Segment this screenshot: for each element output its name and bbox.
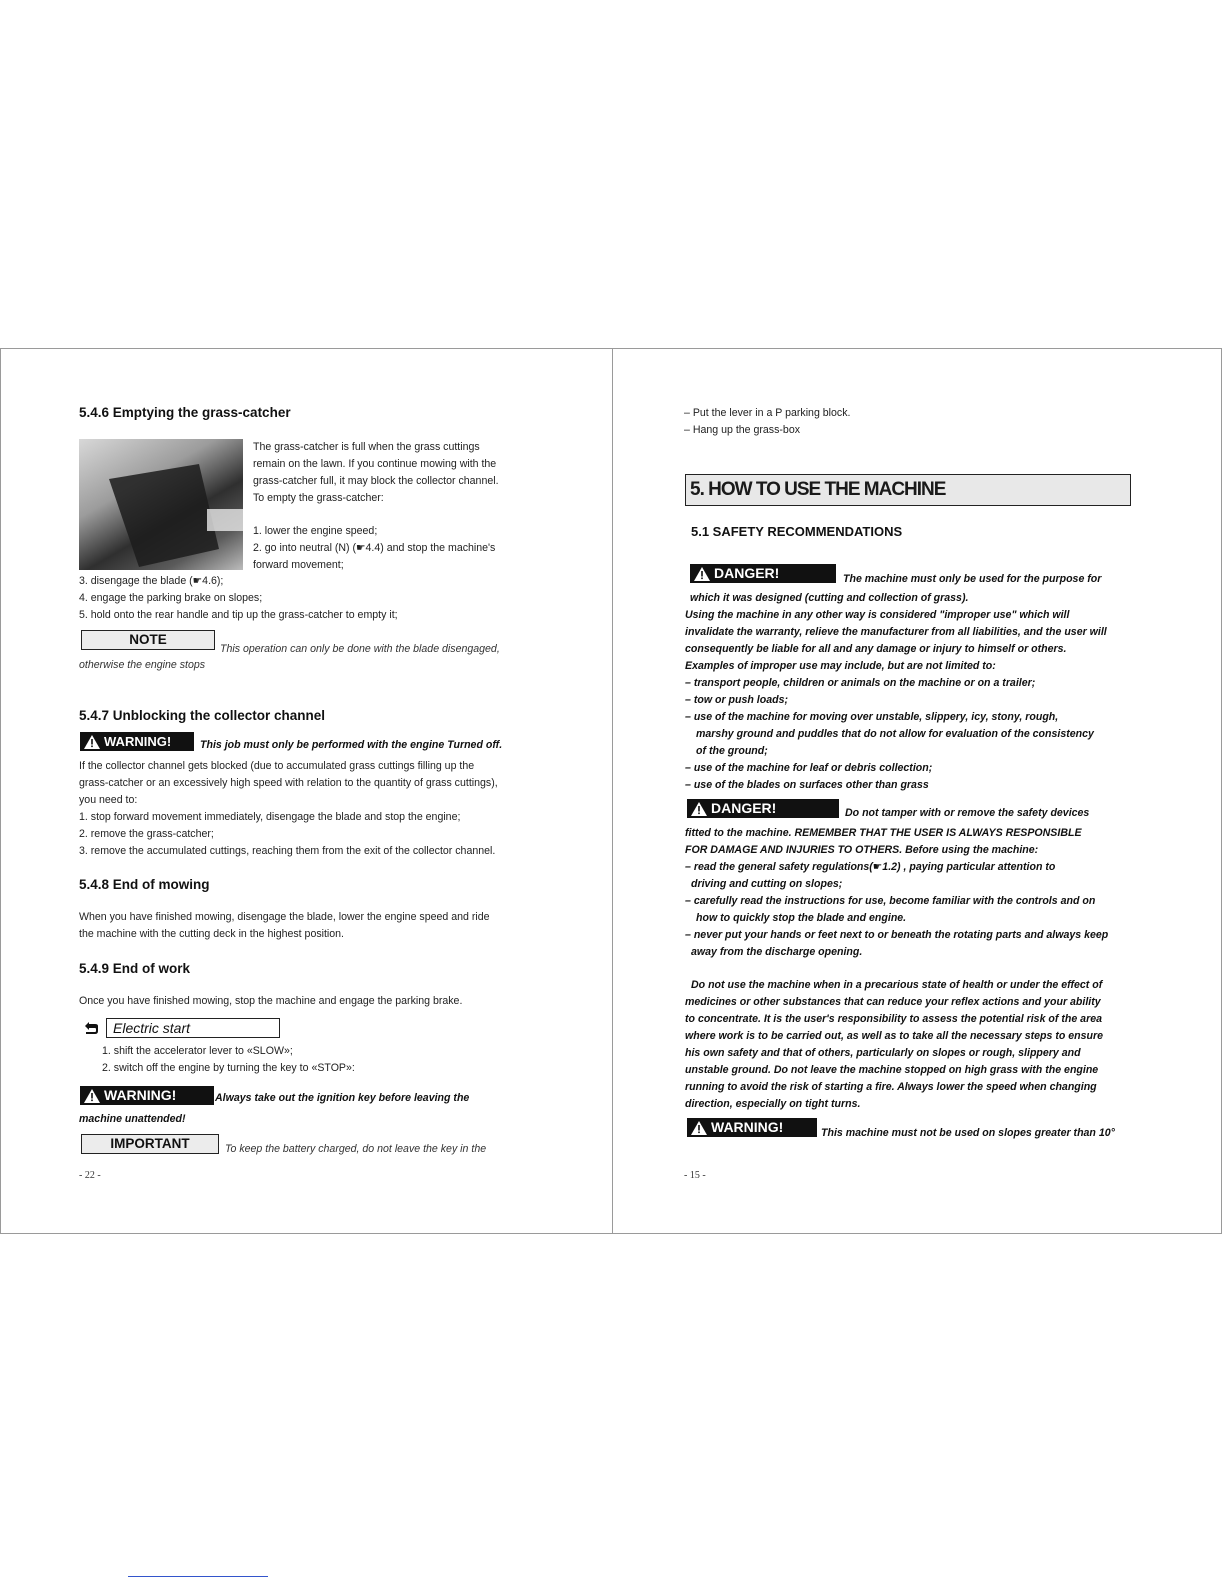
text-line: fitted to the machine. REMEMBER THAT THE USER IS ALWAYS RESPONSIBLE <box>685 827 1082 839</box>
note-text: This operation can only be done with the blade disengaged, <box>220 643 500 655</box>
link-underline <box>128 1576 268 1577</box>
text-line: driving and cutting on slopes; <box>691 878 843 890</box>
s548-body <box>79 909 490 943</box>
text-line: you need to: <box>79 794 138 806</box>
text-line: consequently be liable for all and any damage or injury to himself or others. <box>685 643 1067 655</box>
grass-catcher-photo <box>79 439 243 570</box>
important-text: To keep the battery charged, do not leave the key in the <box>225 1143 487 1155</box>
list-item: – never put your hands or feet next to or beneath the rotating parts and always keep <box>685 929 1109 941</box>
text-line: Do not use the machine when in a precarious state of health or under the effect of <box>691 979 1103 991</box>
text-line: – Put the lever in a P parking block. <box>684 407 851 419</box>
note-text-cont: otherwise the engine stops <box>79 659 206 671</box>
warning-badge <box>80 732 194 751</box>
text-line: – Hang up the grass-box <box>684 424 801 436</box>
warning-triangle-icon <box>84 1089 100 1103</box>
warning-triangle-icon <box>691 802 707 816</box>
text-line: marshy ground and puddles that do not allow for evaluation of the consistency <box>696 728 1094 740</box>
important-badge: IMPORTANT <box>81 1134 219 1154</box>
text-line: If the collector channel gets blocked (due to accumulated grass cuttings filling up the <box>79 760 475 772</box>
warning-label: WARNING! <box>104 734 172 749</box>
list-item: – read the general safety regulations(☛1.2) , paying particular attention to <box>685 861 1056 873</box>
section-title-5-1: 5.1 SAFETY RECOMMENDATIONS <box>691 524 903 539</box>
danger-badge-1 <box>690 564 836 583</box>
list-item: – transport people, children or animals on the machine or on a trailer; <box>685 677 1036 689</box>
warning-triangle-icon <box>694 567 710 581</box>
list-item: – carefully read the instructions for use, become familiar with the controls and on <box>685 895 1096 907</box>
text-line: grass-catcher or an excessively high speed with relation to the quantity of grass cuttings), <box>79 777 498 789</box>
text-line: invalidate the warranty, relieve the manufacturer from all liabilities, and the user will <box>685 626 1107 638</box>
note-badge: NOTE <box>81 630 215 650</box>
s546-intro <box>253 439 499 507</box>
step-item: 4. engage the parking brake on slopes; <box>79 592 263 604</box>
text-line: remain on the lawn. If you continue mowing with the <box>253 458 497 470</box>
text-line: The grass-catcher is full when the grass cuttings <box>253 441 480 453</box>
step-item: 3. disengage the blade (☛4.6); <box>79 575 224 587</box>
s549-body: Once you have finished mowing, stop the machine and engage the parking brake. <box>79 995 463 1007</box>
danger-badge-2 <box>687 799 839 818</box>
text-line: To empty the grass-catcher: <box>253 492 384 504</box>
health-paragraph <box>685 977 1103 1113</box>
text-line: away from the discharge opening. <box>691 946 863 958</box>
page-divider <box>612 348 613 1234</box>
text-line: how to quickly stop the blade and engine. <box>696 912 907 924</box>
text-line: FOR DAMAGE AND INJURIES TO OTHERS. Before using the machine: <box>685 844 1039 856</box>
danger-label: DANGER! <box>711 800 777 816</box>
s549-steps <box>102 1043 355 1077</box>
text-line: unstable ground. Do not leave the machine stopped on high grass with the engine <box>685 1064 1099 1076</box>
text-line: direction, especially on tight turns. <box>685 1098 861 1110</box>
step-item: 1. lower the engine speed; <box>253 525 378 537</box>
section-title-5-4-7: 5.4.7 Unblocking the collector channel <box>79 708 326 723</box>
step-item: forward movement; <box>253 559 344 571</box>
step-item: 3. remove the accumulated cuttings, reaching them from the exit of the collector channel. <box>79 845 496 857</box>
text-line: grass-catcher full, it may block the collector channel. <box>253 475 499 487</box>
warning-badge-3 <box>687 1118 817 1137</box>
s546-steps-full <box>79 573 398 624</box>
danger-text-1: The machine must only be used for the purpose for <box>843 573 1102 585</box>
text-line: When you have finished mowing, disengage the blade, lower the engine speed and ride <box>79 911 490 923</box>
page-number-left: - 22 - <box>79 1170 101 1181</box>
text-line: to concentrate. It is the user's responsibility to assess the potential risk of the area <box>685 1013 1102 1025</box>
warning-label: WARNING! <box>711 1119 784 1135</box>
list-item: – tow or push loads; <box>685 694 788 706</box>
step-item: 5. hold onto the rear handle and tip up the grass-catcher to empty it; <box>79 609 398 621</box>
list-item: – use of the blades on surfaces other than grass <box>685 779 929 791</box>
text-line: where work is to be carried out, as well as to take all the necessary steps to ensure <box>685 1030 1104 1042</box>
step-item: 1. stop forward movement immediately, disengage the blade and stop the engine; <box>79 811 461 823</box>
list-item: – use of the machine for leaf or debris collection; <box>685 762 933 774</box>
page-number-right: - 15 - <box>684 1170 706 1181</box>
text-line: running to avoid the risk of starting a fire. Always lower the speed when changing <box>685 1081 1097 1093</box>
text-line: his own safety and that of others, particularly on slopes or rough, slippery and <box>685 1047 1081 1059</box>
step-item: 2. remove the grass-catcher; <box>79 828 214 840</box>
text-line: which it was designed (cutting and collection of grass). <box>690 592 969 604</box>
text-line: medicines or other substances that can reduce your reflex actions and your ability <box>685 996 1101 1008</box>
danger2-body <box>685 825 1108 961</box>
warning-label: WARNING! <box>104 1087 177 1103</box>
step-item: 1. shift the accelerator lever to «SLOW»; <box>102 1045 293 1057</box>
step-item: 2. switch off the engine by turning the key to «STOP»: <box>102 1062 355 1074</box>
warning-text-3: This machine must not be used on slopes greater than 10° <box>821 1127 1115 1139</box>
text-line: the machine with the cutting deck in the highest position. <box>79 928 345 940</box>
s547-body <box>79 758 498 860</box>
s546-steps-right <box>253 523 495 574</box>
warning-triangle-icon <box>691 1121 707 1135</box>
section-title-5-4-6: 5.4.6 Emptying the grass-catcher <box>79 405 291 420</box>
warning-text: This job must only be performed with the engine Turned off. <box>200 739 503 751</box>
warning-badge-2 <box>80 1086 214 1105</box>
grass-catcher-illustration <box>79 439 243 570</box>
danger-text-2: Do not tamper with or remove the safety devices <box>845 807 1090 819</box>
warning-text-2-cont: machine unattended! <box>79 1113 186 1125</box>
danger1-body <box>685 590 1107 794</box>
text-line: Examples of improper use may include, but are not limited to: <box>685 660 996 672</box>
return-arrow-icon <box>84 1022 100 1034</box>
danger-label: DANGER! <box>714 565 780 581</box>
electric-start-label: Electric start <box>106 1018 280 1038</box>
section-title-5-4-8: 5.4.8 End of mowing <box>79 877 210 892</box>
section-title-5-4-9: 5.4.9 End of work <box>79 961 191 976</box>
step-item: 2. go into neutral (N) (☛4.4) and stop the machine's <box>253 542 496 554</box>
warning-text-2: Always take out the ignition key before leaving the <box>215 1092 470 1104</box>
chapter-title: 5. HOW TO USE THE MACHINE <box>685 474 1131 506</box>
text-line: of the ground; <box>696 745 768 757</box>
text-line: Using the machine in any other way is considered "improper use" which will <box>685 609 1070 621</box>
top-lines <box>684 405 850 439</box>
list-item: – use of the machine for moving over unstable, slippery, icy, stony, rough, <box>685 711 1059 723</box>
warning-triangle-icon <box>84 735 100 749</box>
